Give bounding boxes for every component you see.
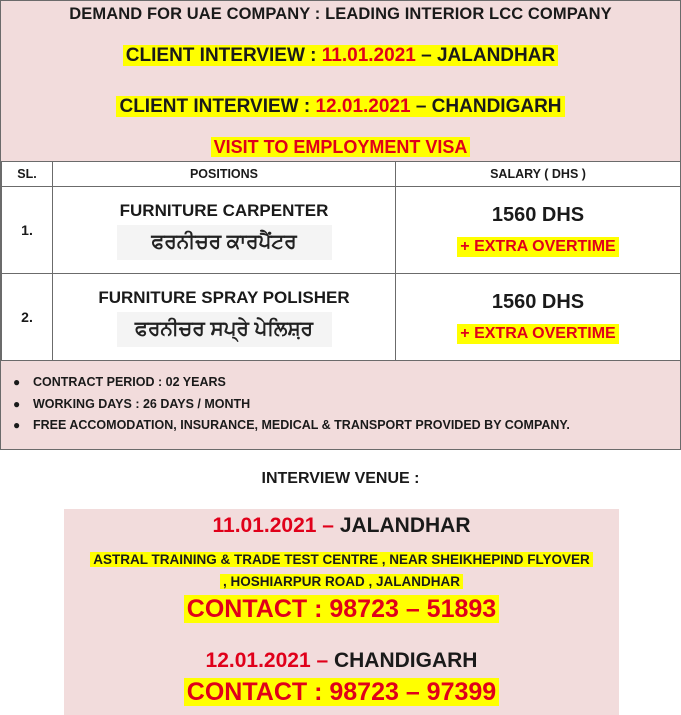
terms-list: [13, 372, 570, 437]
interview-date: 12.01.2021: [315, 96, 411, 117]
positions-table: [1, 161, 681, 361]
interview-label: CLIENT INTERVIEW :: [119, 96, 316, 117]
salary-amount: 1560 DHS: [491, 290, 585, 313]
venue-date: 12.01.2021 –: [205, 649, 334, 672]
row-sl: 2.: [2, 274, 53, 361]
venue-panel: [64, 509, 619, 715]
row-position: [53, 274, 396, 361]
contact-text: CONTACT : 98723 – 97399: [184, 678, 499, 706]
bullet-icon: ●: [13, 396, 21, 411]
list-item: [13, 372, 570, 394]
table-header-row: [2, 162, 681, 187]
venue-address-line1: [64, 552, 619, 567]
position-name: FURNITURE SPRAY POLISHER: [98, 287, 350, 307]
venue-date: 11.01.2021 –: [212, 514, 340, 537]
row-sl: 1.: [2, 187, 53, 274]
client-interview-chandigarh: [1, 96, 680, 118]
col-header-salary: SALARY ( DHS ): [396, 162, 681, 187]
extra-overtime: + EXTRA OVERTIME: [457, 237, 618, 257]
visa-type-text: VISIT TO EMPLOYMENT VISA: [211, 137, 471, 157]
list-item: [13, 415, 570, 437]
col-header-sl: SL.: [2, 162, 53, 187]
term-text: CONTRACT PERIOD : 02 YEARS: [33, 375, 226, 389]
interview-city: – CHANDIGARH: [410, 96, 562, 117]
client-interview-jalandhar: [1, 45, 680, 67]
position-punjabi: ਫਰਨੀਚਰ ਕਾਰਪੈਂਟਰ: [117, 225, 332, 260]
venue-city: CHANDIGARH: [333, 649, 478, 672]
salary-amount: 1560 DHS: [491, 203, 585, 226]
contact-jalandhar: [64, 595, 619, 624]
interview-city: – JALANDHAR: [415, 45, 556, 66]
term-text: FREE ACCOMODATION, INSURANCE, MEDICAL & TRANSPORT PROVIDED BY COMPANY.: [33, 418, 570, 432]
contact-chandigarh: [64, 678, 619, 707]
bullet-icon: ●: [13, 375, 21, 389]
col-header-positions: POSITIONS: [53, 162, 396, 187]
position-punjabi: ਫਰਨੀਚਰ ਸਪ੍ਰੇ ਪੇਲਿਸ਼਼ਰ: [117, 312, 332, 347]
extra-overtime: + EXTRA OVERTIME: [457, 324, 618, 344]
row-salary: [396, 274, 681, 361]
row-salary: [396, 187, 681, 274]
table-row: [2, 187, 681, 274]
term-text: WORKING DAYS : 26 DAYS / MONTH: [33, 396, 251, 411]
demand-title: DEMAND FOR UAE COMPANY : LEADING INTERIOR LCC COMPANY: [69, 5, 612, 23]
contact-text: CONTACT : 98723 – 51893: [184, 595, 499, 623]
interview-date: 11.01.2021: [321, 45, 416, 66]
venue-jalandhar: [64, 514, 619, 538]
venue-heading: INTERVIEW VENUE :: [261, 470, 420, 487]
address-text: , HOSHIARPUR ROAD , JALANDHAR: [220, 574, 463, 589]
row-position: [53, 187, 396, 274]
table-row: [2, 274, 681, 361]
interview-label: CLIENT INTERVIEW :: [125, 45, 322, 66]
list-item: [13, 394, 570, 416]
visa-type: [1, 137, 680, 158]
venue-chandigarh: [64, 649, 619, 673]
venue-city: JALANDHAR: [339, 514, 471, 537]
venue-address-line2: [64, 574, 619, 589]
bullet-icon: ●: [13, 418, 21, 432]
address-text: ASTRAL TRAINING & TRADE TEST CENTRE , NEAR SHEIKHEPIND FLYOVER: [90, 552, 593, 567]
position-name: FURNITURE CARPENTER: [119, 200, 329, 220]
